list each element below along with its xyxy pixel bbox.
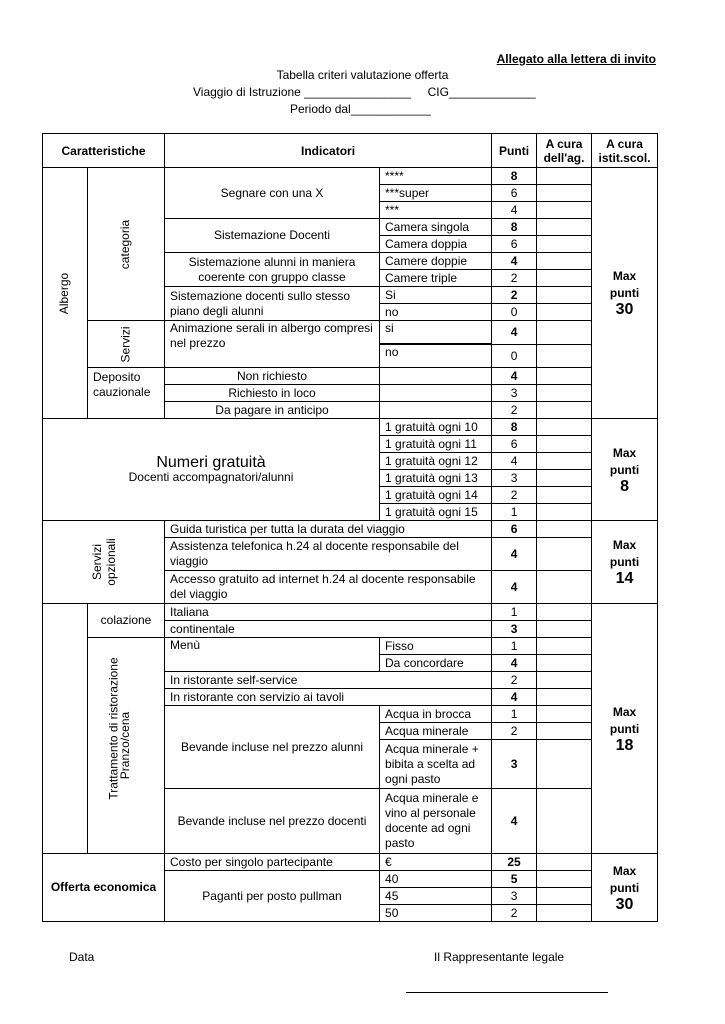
agency-input-cell[interactable]	[537, 402, 592, 419]
albergo-max	[592, 168, 658, 419]
agency-input-cell[interactable]	[537, 604, 592, 621]
table-row	[43, 604, 658, 621]
option-label: Richiesto in loco	[165, 385, 380, 402]
servizi-opz-text: Servizi opzionali	[89, 537, 118, 586]
option-label: Assistenza telefonica h.24 al docente responsabile del viaggio	[165, 538, 492, 571]
option-label: Fisso	[380, 638, 492, 655]
points-value: 2	[492, 487, 537, 504]
indicator-label: Sistemazione Docenti	[165, 219, 380, 253]
points-value: 4	[492, 321, 537, 345]
albergo-label-cell	[43, 168, 88, 419]
indicator-label: Bevande incluse nel prezzo docenti	[165, 789, 380, 854]
option-label: Da concordare	[380, 655, 492, 672]
agency-input-cell[interactable]	[537, 888, 592, 905]
agency-input-cell[interactable]	[537, 789, 592, 854]
option-label: Italiana	[165, 604, 492, 621]
max-label: Max punti	[609, 538, 640, 569]
option-label: 1 gratuità ogni 13	[380, 470, 492, 487]
criteria-table	[42, 133, 658, 922]
agency-input-cell[interactable]	[537, 871, 592, 888]
agency-input-cell[interactable]	[537, 487, 592, 504]
option-label: Acqua minerale	[380, 723, 492, 740]
option-label: Camera doppia	[380, 236, 492, 253]
option-label: Accesso gratuito ad internet h.24 al docente responsabile del viaggio	[165, 571, 492, 604]
agency-input-cell[interactable]	[537, 672, 592, 689]
max-value: 14	[615, 570, 634, 587]
agency-input-cell[interactable]	[537, 723, 592, 740]
agency-input-cell[interactable]	[537, 854, 592, 871]
indicator-label: Animazione serali in albergo compresi nel prezzo	[165, 321, 380, 368]
points-value: 3	[492, 385, 537, 402]
indicator-label: Sistemazione alunni in maniera coerente con gruppo classe	[165, 253, 380, 287]
points-value: 2	[492, 287, 537, 304]
date-label: Data	[69, 950, 95, 964]
max-label: Max punti	[609, 269, 640, 300]
indicator-label: Bevande incluse nel prezzo alunni	[165, 706, 380, 789]
col-points: Punti	[492, 134, 537, 168]
legal-rep-label: Il Rappresentante legale	[434, 950, 565, 964]
agency-input-cell[interactable]	[537, 202, 592, 219]
agency-input-cell[interactable]	[537, 270, 592, 287]
points-value: 25	[492, 854, 537, 871]
option-label: ***super	[380, 185, 492, 202]
points-value: 6	[492, 436, 537, 453]
option-label: no	[380, 345, 492, 368]
option-label: Camere triple	[380, 270, 492, 287]
categoria-label: categoria	[118, 219, 133, 269]
economica-max	[592, 854, 658, 922]
points-value: 2	[492, 723, 537, 740]
option-label: 1 gratuità ogni 14	[380, 487, 492, 504]
agency-input-cell[interactable]	[537, 689, 592, 706]
servizi-label: Servizi	[118, 325, 133, 363]
option-label: Acqua minerale e vino al personale docente ad ogni pasto	[380, 789, 492, 854]
table-row	[43, 419, 658, 436]
pranzo-label-cell	[88, 638, 165, 854]
points-value: 1	[492, 504, 537, 521]
points-value: 3	[492, 740, 537, 789]
agency-input-cell[interactable]	[537, 345, 592, 368]
option-label: 1 gratuità ogni 15	[380, 504, 492, 521]
gratuita-cell	[43, 419, 380, 521]
servizi-opz-cell	[43, 521, 165, 604]
agency-input-cell[interactable]	[537, 368, 592, 385]
points-value: 0	[492, 304, 537, 321]
table-row	[43, 638, 658, 655]
points-value: 1	[492, 638, 537, 655]
signature-line[interactable]	[406, 978, 608, 993]
table-row	[43, 368, 658, 385]
servizi-max	[592, 521, 658, 604]
points-value: 8	[492, 168, 537, 185]
agency-input-cell[interactable]	[537, 419, 592, 436]
points-value: 4	[492, 789, 537, 854]
agency-input-cell[interactable]	[537, 655, 592, 672]
points-value: 6	[492, 236, 537, 253]
col-indicators: Indicatori	[165, 134, 492, 168]
indicator-label: Costo per singolo partecipante	[165, 854, 380, 871]
col-school: A cura istit.scol.	[592, 134, 658, 168]
option-label: 50	[380, 905, 492, 922]
points-value: 3	[492, 470, 537, 487]
points-value: 6	[492, 185, 537, 202]
agency-input-cell[interactable]	[537, 504, 592, 521]
table-row	[43, 854, 658, 871]
points-value: 2	[492, 905, 537, 922]
indicator-label: Sistemazione docenti sullo stesso piano degli alunni	[165, 287, 380, 321]
deposito-label: Deposito cauzionale	[88, 368, 165, 419]
agency-input-cell[interactable]	[537, 905, 592, 922]
ristorazione-max	[592, 604, 658, 854]
option-label: ***	[380, 202, 492, 219]
option-label: 1 gratuità ogni 10	[380, 419, 492, 436]
max-value: 30	[615, 301, 634, 318]
cig-field: CIG_____________	[427, 85, 536, 99]
agency-input-cell[interactable]	[537, 253, 592, 270]
option-label: In ristorante self-service	[165, 672, 492, 689]
option-label: si	[380, 321, 492, 344]
option-label: 45	[380, 888, 492, 905]
categoria-label-cell	[88, 168, 165, 321]
option-label: 40	[380, 871, 492, 888]
points-value: 2	[492, 402, 537, 419]
option-label: €	[380, 854, 492, 871]
points-value: 3	[492, 888, 537, 905]
option-label: continentale	[165, 621, 492, 638]
points-value: 4	[492, 368, 537, 385]
max-value: 18	[615, 736, 634, 754]
points-value: 4	[492, 655, 537, 672]
points-value: 4	[492, 453, 537, 470]
option-label: ****	[380, 168, 492, 185]
agency-input-cell[interactable]	[537, 538, 592, 571]
option-label: Acqua in brocca	[380, 706, 492, 723]
gratuita-max	[592, 419, 658, 521]
trip-field: Viaggio di Istruzione ________________	[193, 85, 411, 99]
servizi-label-cell	[88, 321, 165, 368]
segnare-label: Segnare con una X	[165, 168, 380, 219]
agency-input-cell[interactable]	[537, 385, 592, 402]
agency-input-cell[interactable]	[537, 521, 592, 538]
gratuita-subtitle: Docenti accompagnatori/alunni	[128, 469, 294, 484]
max-label: Max punti	[609, 445, 640, 477]
trip-line	[193, 85, 536, 99]
max-label: Max punti	[609, 863, 640, 895]
option-label: 1 gratuità ogni 12	[380, 453, 492, 470]
points-value: 2	[492, 672, 537, 689]
period-field: Periodo dal____________	[290, 102, 431, 116]
max-value: 8	[620, 477, 629, 495]
points-value: 5	[492, 871, 537, 888]
agency-input-cell[interactable]	[537, 740, 592, 789]
colazione-label: colazione	[88, 604, 165, 638]
agency-input-cell[interactable]	[537, 638, 592, 655]
agency-input-cell[interactable]	[537, 706, 592, 723]
option-label: 1 gratuità ogni 11	[380, 436, 492, 453]
points-value: 1	[492, 706, 537, 723]
economica-label: Offerta economica	[43, 854, 165, 922]
agency-input-cell[interactable]	[537, 185, 592, 202]
option-label: Si	[380, 287, 492, 304]
table-row	[43, 321, 658, 344]
option-label: Da pagare in anticipo	[165, 402, 380, 419]
indicator-label: Paganti per posto pullman	[165, 871, 380, 922]
attachment-note: Allegato alla lettera di invito	[496, 52, 656, 66]
col-features: Caratteristiche	[43, 134, 165, 168]
points-value: 1	[492, 604, 537, 621]
option-label: Guida turistica per tutta la durata del viaggio	[165, 521, 492, 538]
indicator-label: Menù	[165, 638, 380, 672]
agency-input-cell[interactable]	[537, 453, 592, 470]
albergo-label: Albergo	[57, 272, 72, 314]
table-row	[43, 168, 658, 185]
option-label: Camere doppie	[380, 253, 492, 270]
points-value: 4	[492, 202, 537, 219]
agency-input-cell[interactable]	[537, 436, 592, 453]
agency-input-cell[interactable]	[537, 321, 592, 345]
points-value: 6	[492, 521, 537, 538]
points-value: 8	[492, 219, 537, 236]
max-value: 30	[615, 895, 634, 913]
option-label: no	[380, 304, 492, 321]
agency-input-cell[interactable]	[537, 304, 592, 321]
points-value: 8	[492, 419, 537, 436]
points-value: 4	[492, 571, 537, 604]
agency-input-cell[interactable]	[537, 621, 592, 638]
agency-input-cell[interactable]	[537, 168, 592, 185]
servizi-opz-label	[90, 532, 118, 592]
points-value: 3	[492, 621, 537, 638]
ristorazione-label-cell	[43, 604, 121, 854]
points-value: 4	[492, 538, 537, 571]
agency-input-cell[interactable]	[537, 470, 592, 487]
points-value: 4	[492, 689, 537, 706]
agency-input-cell[interactable]	[537, 236, 592, 253]
option-label: In ristorante con servizio ai tavoli	[165, 689, 492, 706]
points-value: 2	[492, 270, 537, 287]
col-agency: A cura dell'ag.	[537, 134, 592, 168]
max-label: Max punti	[609, 704, 640, 736]
table-header-row	[43, 134, 658, 168]
agency-input-cell[interactable]	[537, 571, 592, 604]
points-value: 0	[492, 345, 537, 368]
option-label: Acqua minerale + bibita a scelta ad ogni pasto	[380, 740, 492, 789]
agency-input-cell[interactable]	[537, 287, 592, 304]
gratuita-title: Numeri gratuità	[156, 453, 266, 471]
pranzo-label: Pranzo/cena	[118, 711, 133, 780]
option-label: Camera singola	[380, 219, 492, 236]
table-title: Tabella criteri valutazione offerta	[276, 68, 449, 82]
ristorazione-label: Trattamento di ristorazione	[106, 657, 121, 800]
table-row	[43, 521, 658, 538]
points-value: 4	[492, 253, 537, 270]
agency-input-cell[interactable]	[537, 219, 592, 236]
option-label: Non richiesto	[165, 368, 380, 385]
